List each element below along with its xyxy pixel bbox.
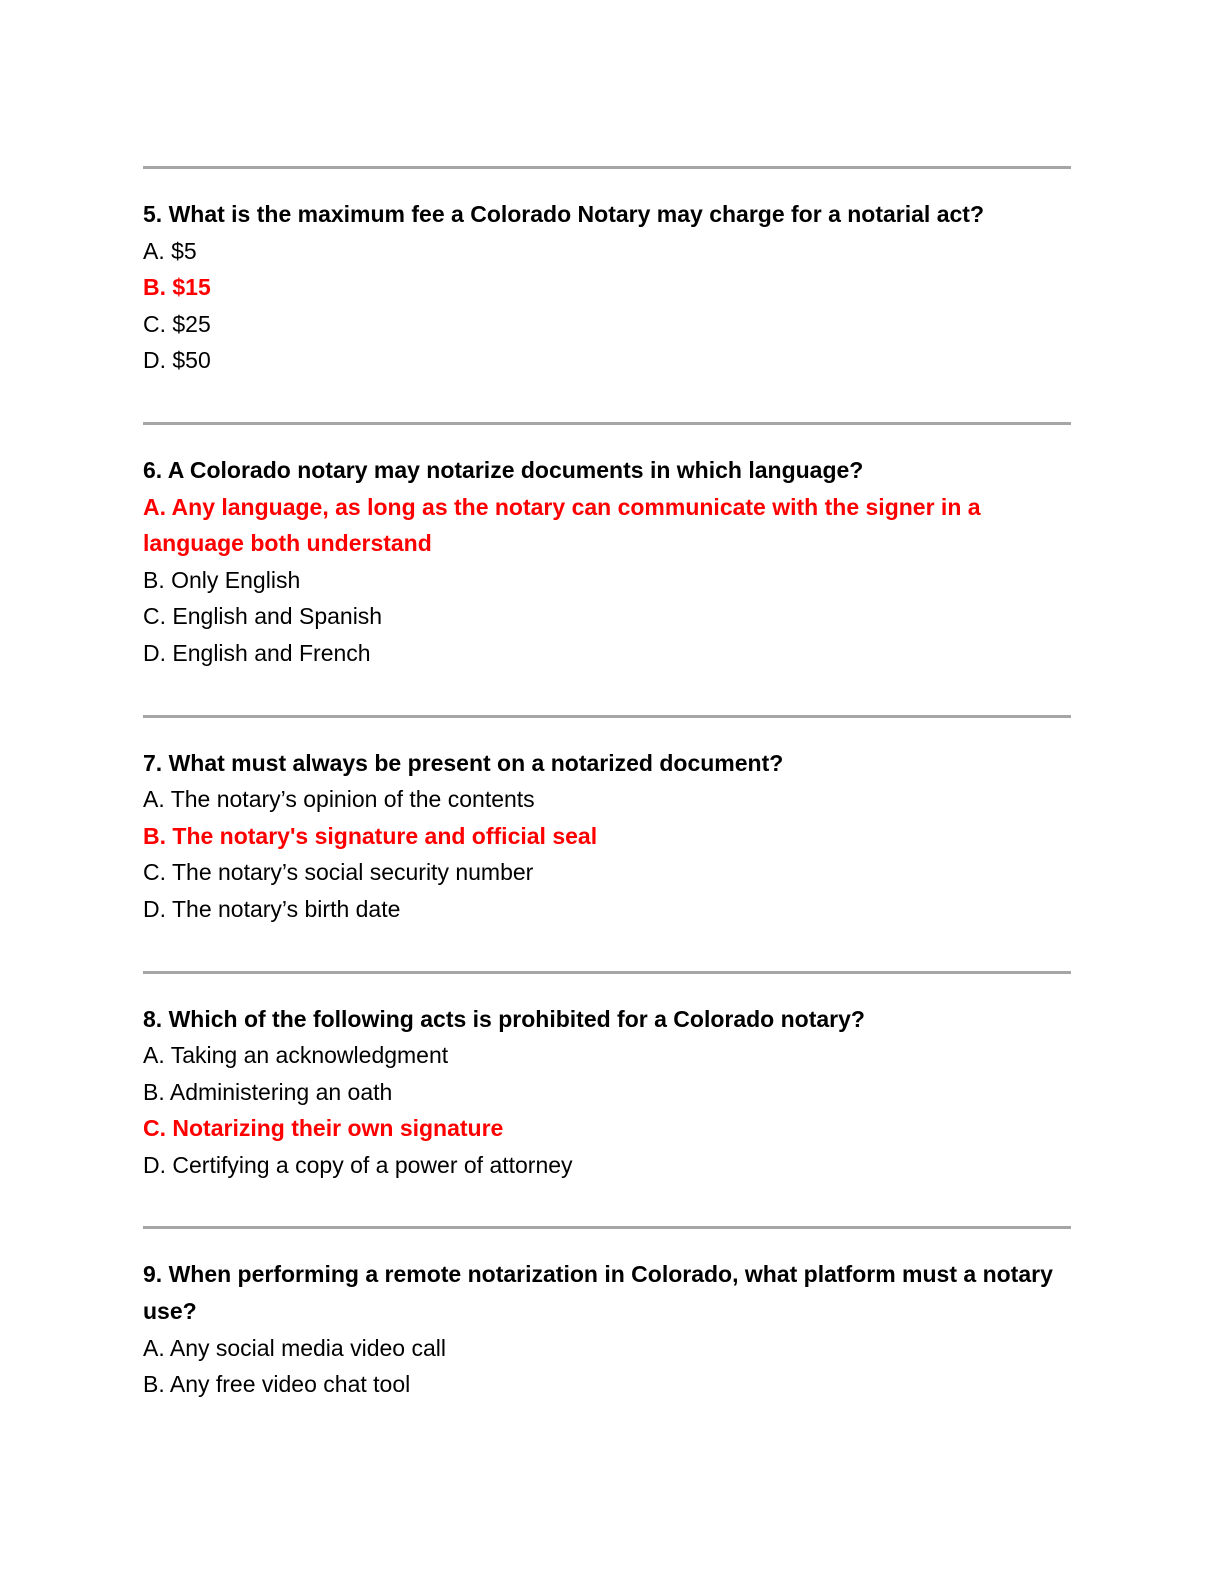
option-b: B. Only English [143, 566, 301, 593]
question-text: 7. What must always be present on a notarized document? [143, 749, 784, 776]
divider [143, 422, 1071, 425]
option-c: C. English and Spanish [143, 603, 383, 630]
quiz-page [143, 166, 1071, 1403]
divider [143, 166, 1071, 169]
option-d: D. Certifying a copy of a power of attorney [143, 1151, 573, 1178]
option-a-correct-answer: A. Any language, as long as the notary can communicate with the signer in a language both understand [143, 493, 981, 557]
question-block-5 [143, 196, 1071, 379]
question-block-7 [143, 745, 1071, 928]
option-d: D. The notary’s birth date [143, 895, 401, 922]
question-block-9 [143, 1256, 1071, 1402]
divider [143, 715, 1071, 718]
option-b-correct-answer: B. The notary's signature and official seal [143, 822, 598, 849]
option-c: C. The notary’s social security number [143, 859, 534, 886]
option-c: C. $25 [143, 310, 211, 337]
question-text: 8. Which of the following acts is prohibited for a Colorado notary? [143, 1005, 865, 1032]
option-b: B. Administering an oath [143, 1078, 393, 1105]
question-text: 6. A Colorado notary may notarize documents in which language? [143, 456, 864, 483]
option-b: B. Any free video chat tool [143, 1371, 411, 1398]
question-text: 9. When performing a remote notarization in Colorado, what platform must a notary use? [143, 1261, 1053, 1325]
option-d: D. English and French [143, 639, 371, 666]
option-d: D. $50 [143, 347, 211, 374]
option-c-correct-answer: C. Notarizing their own signature [143, 1115, 504, 1142]
option-b-correct-answer: B. $15 [143, 274, 211, 301]
option-a: A. The notary’s opinion of the contents [143, 786, 535, 813]
divider [143, 1226, 1071, 1229]
divider [143, 971, 1071, 974]
question-block-6 [143, 452, 1071, 672]
question-block-8 [143, 1001, 1071, 1184]
option-a: A. Any social media video call [143, 1334, 446, 1361]
question-text: 5. What is the maximum fee a Colorado Notary may charge for a notarial act? [143, 201, 985, 227]
option-a: A. Taking an acknowledgment [143, 1042, 449, 1069]
option-a: A. $5 [143, 237, 197, 264]
